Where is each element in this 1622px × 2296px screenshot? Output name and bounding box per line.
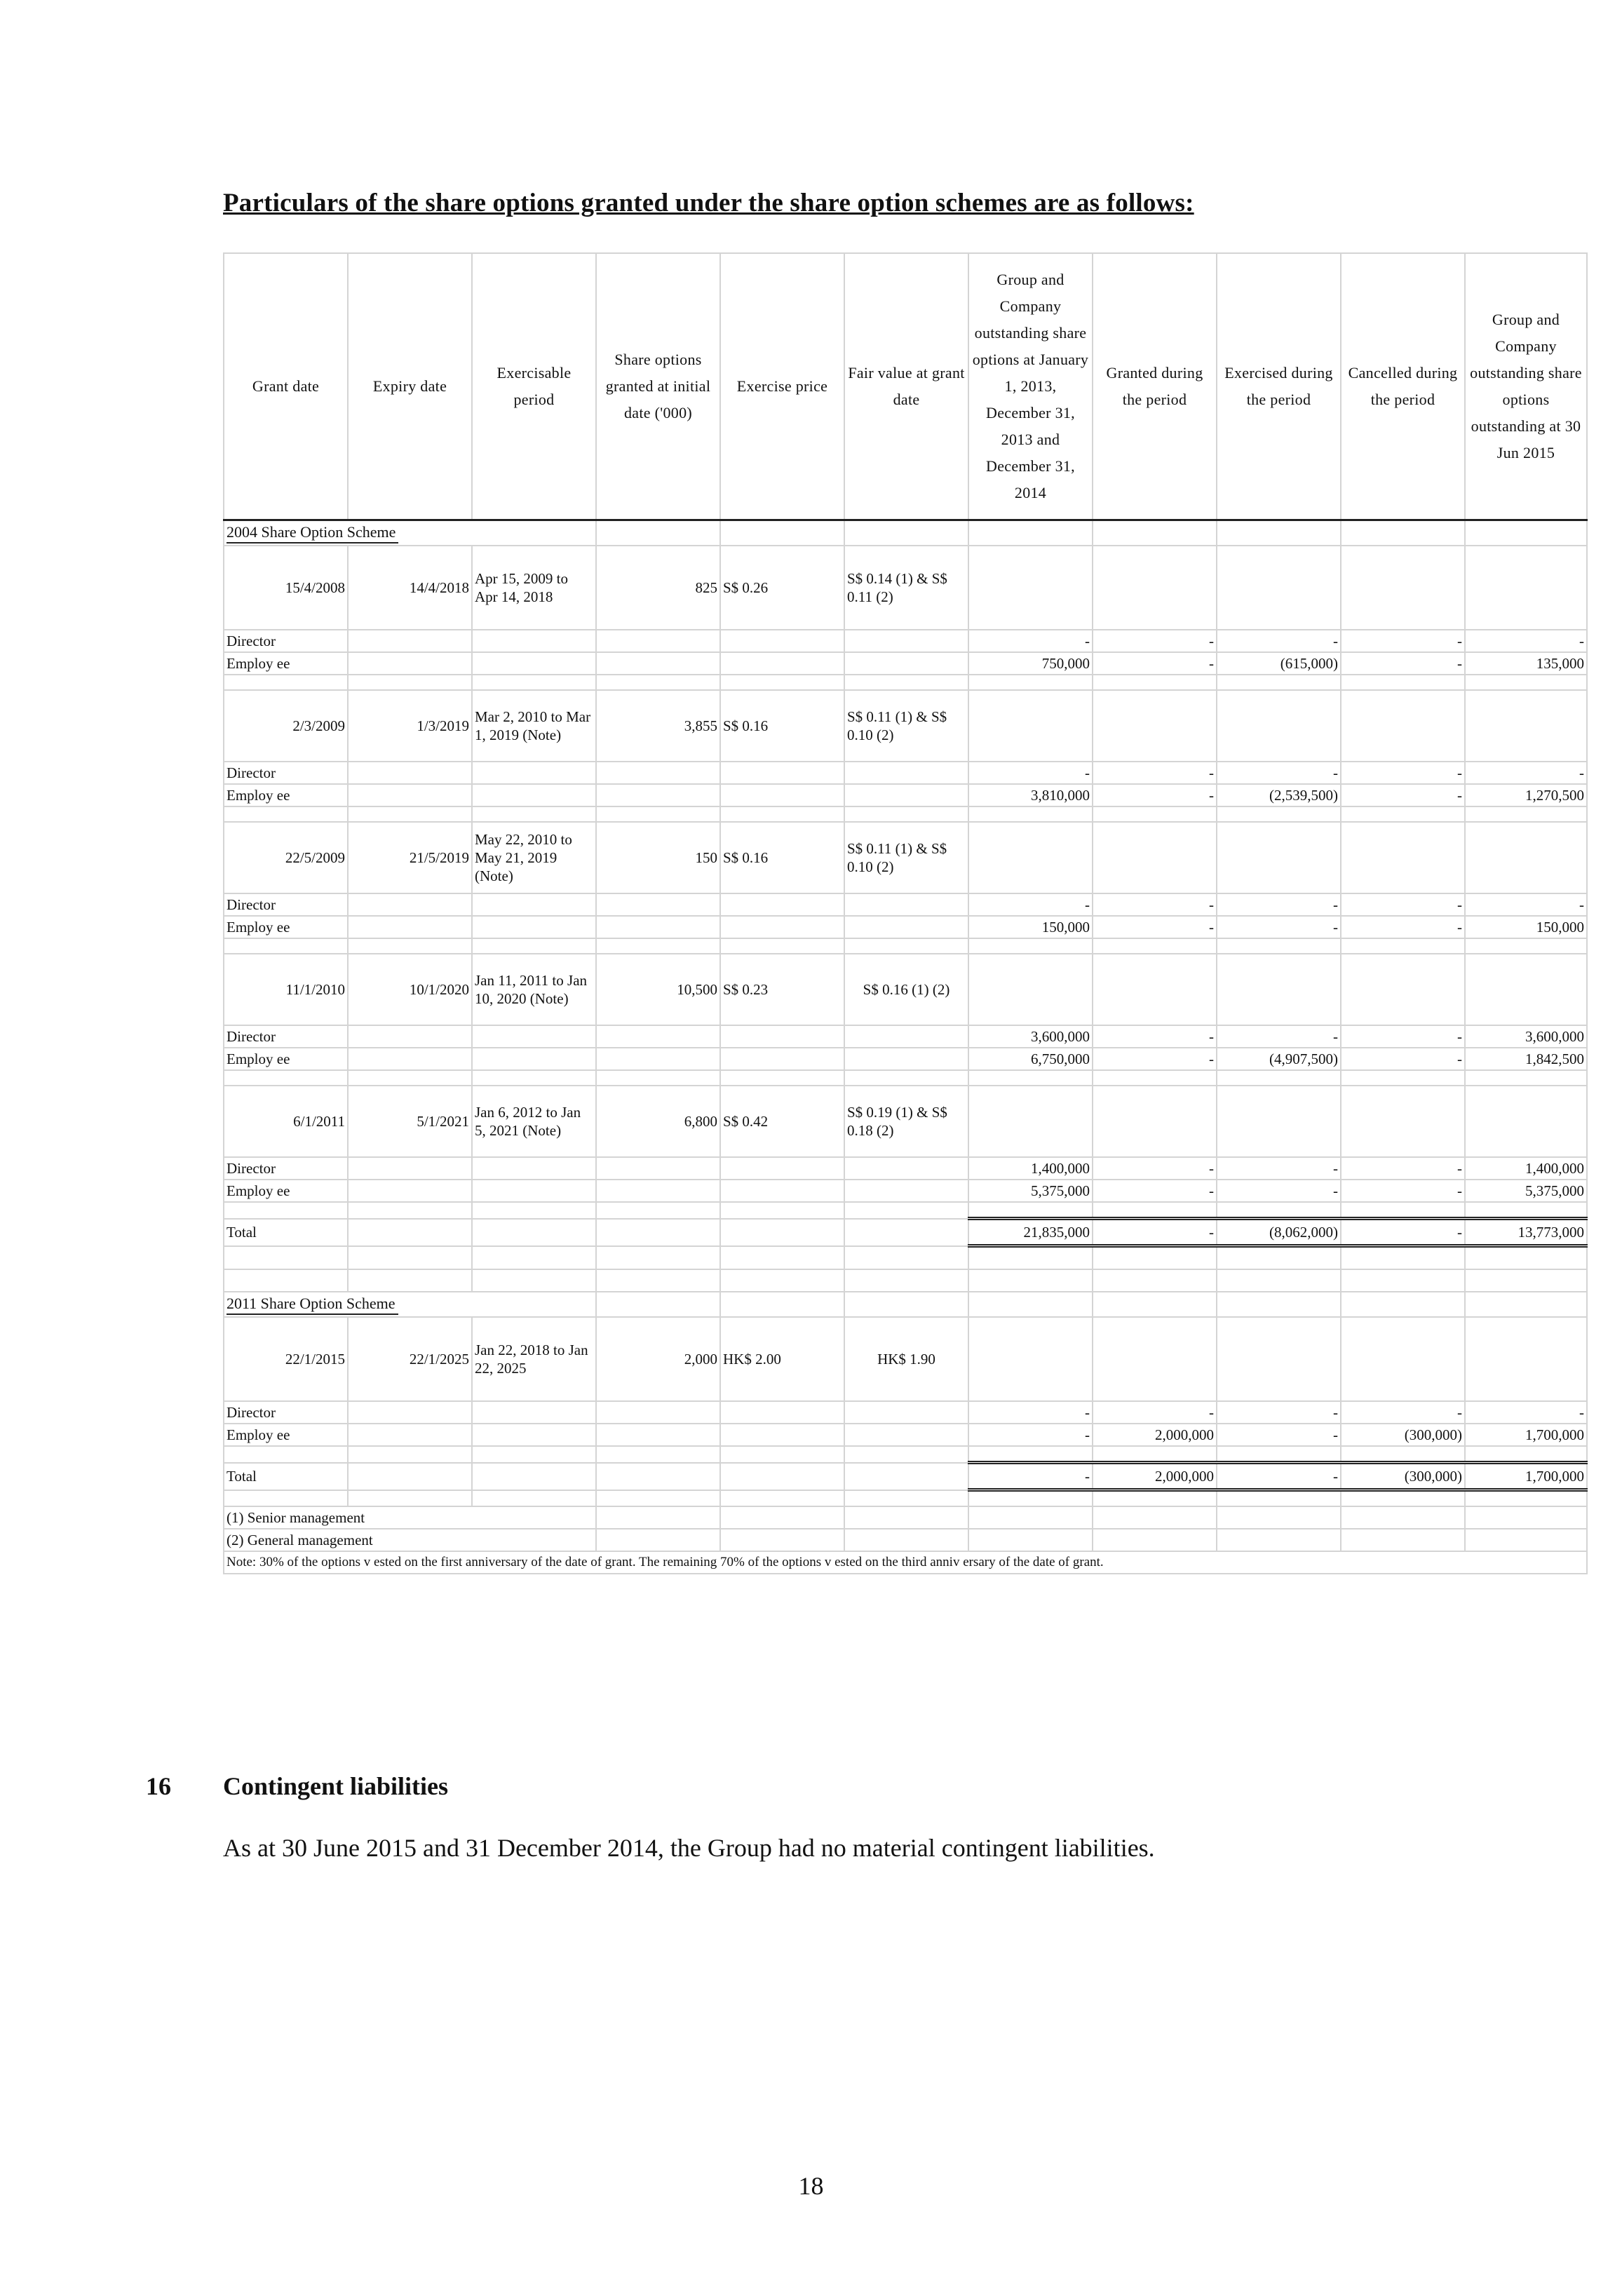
exercise-price: S$ 0.26 [720,546,844,630]
employee-row [224,1424,1587,1446]
value-cell: - [1341,762,1465,784]
value-cell: (300,000) [1341,1424,1465,1446]
value-cell: - [1093,1401,1217,1424]
options-granted: 6,800 [596,1086,720,1157]
value-cell: - [1217,1424,1341,1446]
value-cell: - [1217,1157,1341,1180]
value-cell: - [1093,893,1217,916]
value-cell: - [1341,784,1465,806]
value-cell: - [1341,1025,1465,1048]
grant-row [224,690,1587,762]
value-cell: 2,000,000 [1093,1424,1217,1446]
exercise-price: HK$ 2.00 [720,1317,844,1401]
value-cell: - [1465,762,1587,784]
value-cell: 5,375,000 [968,1180,1093,1202]
fair-value: HK$ 1.90 [844,1317,968,1401]
exercise-price: S$ 0.16 [720,690,844,762]
value-cell: 1,270,500 [1465,784,1587,806]
employee-row [224,916,1587,938]
col-header-options-granted: Share options granted at initial date ('000) [596,253,720,520]
value-cell: - [1093,784,1217,806]
total-label: Total [224,1463,348,1490]
value-cell: 3,600,000 [1465,1025,1587,1048]
section-label-2011: 2011 Share Option Scheme [227,1294,398,1315]
value-cell: - [968,630,1093,652]
grant-date: 11/1/2010 [224,954,348,1025]
grant-date: 6/1/2011 [224,1086,348,1157]
exercise-price: S$ 0.23 [720,954,844,1025]
value-cell: 1,400,000 [968,1157,1093,1180]
value-cell: 1,400,000 [1465,1157,1587,1180]
value-cell: - [1341,1219,1465,1246]
value-cell: 6,750,000 [968,1048,1093,1070]
expiry-date: 1/3/2019 [348,690,472,762]
options-granted: 3,855 [596,690,720,762]
director-label: Director [224,1401,348,1424]
value-cell: - [1093,916,1217,938]
value-cell: 750,000 [968,652,1093,675]
employee-row [224,1048,1587,1070]
value-cell: (4,907,500) [1217,1048,1341,1070]
grant-row [224,546,1587,630]
options-granted: 150 [596,822,720,893]
value-cell: - [968,762,1093,784]
fair-value: S$ 0.19 (1) & S$ 0.18 (2) [844,1086,968,1157]
col-header-exercisable-period: Exercisable period [472,253,596,520]
exercise-price: S$ 0.16 [720,822,844,893]
employee-row [224,652,1587,675]
share-options-table [223,252,1588,1574]
value-cell: - [1341,1401,1465,1424]
value-cell: - [1341,1180,1465,1202]
value-cell: - [1465,1401,1587,1424]
employee-row [224,1180,1587,1202]
value-cell: 1,700,000 [1465,1463,1587,1490]
grant-row [224,1317,1587,1401]
value-cell: - [1217,1180,1341,1202]
director-label: Director [224,630,348,652]
options-granted: 825 [596,546,720,630]
table-header-row [224,253,1587,520]
employee-label: Employ ee [224,1048,348,1070]
page-heading: Particulars of the share options granted under the share option schemes are as follows: [223,189,1194,217]
footnote-row [224,1529,1587,1551]
col-header-granted: Granted during the period [1093,253,1217,520]
col-header-exercise-price: Exercise price [720,253,844,520]
grant-date: 22/1/2015 [224,1317,348,1401]
footnote-senior: (1) Senior management [224,1506,596,1529]
value-cell: 150,000 [1465,916,1587,938]
value-cell: - [1217,630,1341,652]
value-cell: - [1093,1157,1217,1180]
value-cell: 5,375,000 [1465,1180,1587,1202]
options-granted: 2,000 [596,1317,720,1401]
col-header-fair-value: Fair value at grant date [844,253,968,520]
value-cell: (2,539,500) [1217,784,1341,806]
director-row [224,1025,1587,1048]
footnote-row [224,1506,1587,1529]
section-number: 16 [146,1772,171,1800]
page-number: 18 [798,2172,824,2200]
grant-row [224,1086,1587,1157]
value-cell: - [968,1424,1093,1446]
fair-value: S$ 0.11 (1) & S$ 0.10 (2) [844,822,968,893]
col-header-exercised: Exercised during the period [1217,253,1341,520]
value-cell: 3,600,000 [968,1025,1093,1048]
expiry-date: 5/1/2021 [348,1086,472,1157]
footnote-row [224,1551,1587,1574]
exercisable-period: Jan 6, 2012 to Jan 5, 2021 (Note) [472,1086,596,1157]
director-row [224,893,1587,916]
value-cell: 1,700,000 [1465,1424,1587,1446]
col-header-expiry-date: Expiry date [348,253,472,520]
employee-label: Employ ee [224,1180,348,1202]
value-cell: (300,000) [1341,1463,1465,1490]
col-header-outstanding-end: Group and Company outstanding share options outstanding at 30 Jun 2015 [1465,253,1587,520]
exercisable-period: Jan 22, 2018 to Jan 22, 2025 [472,1317,596,1401]
footnote-note: Note: 30% of the options v ested on the first anniversary of the date of grant. The remaining 70% of the options v ested on the third anniv ersary of the date of grant. [224,1551,1587,1574]
value-cell: - [1217,893,1341,916]
value-cell: 150,000 [968,916,1093,938]
value-cell: - [968,893,1093,916]
value-cell: - [1341,652,1465,675]
col-header-cancelled: Cancelled during the period [1341,253,1465,520]
value-cell: - [1093,1180,1217,1202]
value-cell: - [968,1463,1093,1490]
value-cell: - [1093,762,1217,784]
value-cell: - [1465,893,1587,916]
grant-row [224,822,1587,893]
value-cell: - [1217,1025,1341,1048]
value-cell: - [1341,1048,1465,1070]
fair-value: S$ 0.11 (1) & S$ 0.10 (2) [844,690,968,762]
employee-label: Employ ee [224,652,348,675]
director-row [224,1157,1587,1180]
grant-date: 15/4/2008 [224,546,348,630]
value-cell: 3,810,000 [968,784,1093,806]
value-cell: 1,842,500 [1465,1048,1587,1070]
col-header-outstanding-start: Group and Company outstanding share options at January 1, 2013, December 31, 2013 and December 31, 2014 [968,253,1093,520]
section-label-2004: 2004 Share Option Scheme [227,522,398,543]
footnote-general: (2) General management [224,1529,596,1551]
value-cell: - [1093,1025,1217,1048]
expiry-date: 14/4/2018 [348,546,472,630]
value-cell: - [1093,630,1217,652]
value-cell: - [1217,762,1341,784]
exercisable-period: Mar 2, 2010 to Mar 1, 2019 (Note) [472,690,596,762]
total-row-2004 [224,1219,1587,1246]
employee-label: Employ ee [224,784,348,806]
exercisable-period: Jan 11, 2011 to Jan 10, 2020 (Note) [472,954,596,1025]
value-cell: 135,000 [1465,652,1587,675]
fair-value: S$ 0.16 (1) (2) [844,954,968,1025]
exercisable-period: May 22, 2010 to May 21, 2019 (Note) [472,822,596,893]
value-cell: - [1093,1048,1217,1070]
director-label: Director [224,762,348,784]
exercisable-period: Apr 15, 2009 to Apr 14, 2018 [472,546,596,630]
expiry-date: 22/1/2025 [348,1317,472,1401]
fair-value: S$ 0.14 (1) & S$ 0.11 (2) [844,546,968,630]
section-body: As at 30 June 2015 and 31 December 2014, the Group had no material contingent liabilities. [223,1834,1155,1862]
value-cell: - [1341,630,1465,652]
value-cell: - [1217,916,1341,938]
value-cell: - [1093,1219,1217,1246]
director-label: Director [224,1025,348,1048]
exercise-price: S$ 0.42 [720,1086,844,1157]
director-row [224,1401,1587,1424]
director-row [224,762,1587,784]
expiry-date: 21/5/2019 [348,822,472,893]
grant-date: 2/3/2009 [224,690,348,762]
value-cell: - [1341,916,1465,938]
employee-label: Employ ee [224,916,348,938]
director-row [224,630,1587,652]
value-cell: (8,062,000) [1217,1219,1341,1246]
value-cell: 2,000,000 [1093,1463,1217,1490]
value-cell: - [1217,1463,1341,1490]
grant-date: 22/5/2009 [224,822,348,893]
value-cell: - [1341,893,1465,916]
value-cell: - [1217,1401,1341,1424]
director-label: Director [224,893,348,916]
total-label: Total [224,1219,348,1246]
value-cell: 13,773,000 [1465,1219,1587,1246]
section-title: Contingent liabilities [223,1772,449,1800]
value-cell: - [1093,652,1217,675]
employee-label: Employ ee [224,1424,348,1446]
section-row-2004 [224,520,1587,546]
employee-row [224,784,1587,806]
value-cell: - [1465,630,1587,652]
col-header-grant-date: Grant date [224,253,348,520]
grant-row [224,954,1587,1025]
director-label: Director [224,1157,348,1180]
value-cell: - [968,1401,1093,1424]
expiry-date: 10/1/2020 [348,954,472,1025]
value-cell: (615,000) [1217,652,1341,675]
section-row-2011 [224,1292,1587,1317]
value-cell: - [1341,1157,1465,1180]
options-granted: 10,500 [596,954,720,1025]
total-row-2011 [224,1463,1587,1490]
value-cell: 21,835,000 [968,1219,1093,1246]
